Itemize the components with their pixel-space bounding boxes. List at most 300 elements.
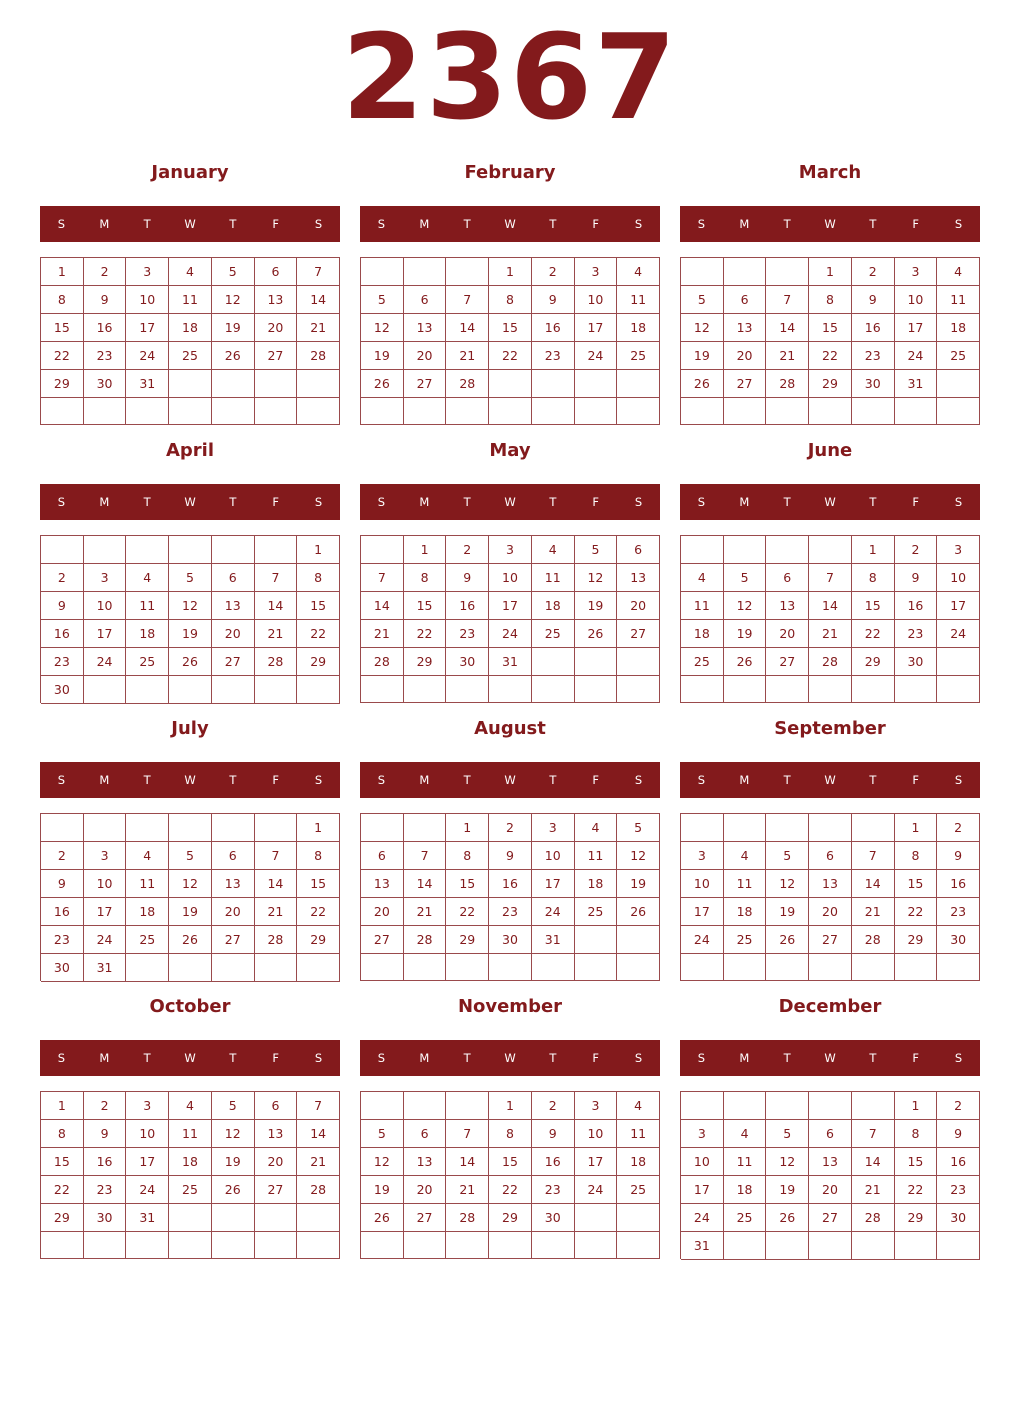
day-cell: 20: [212, 898, 255, 926]
day-cell: 9: [937, 842, 980, 870]
day-cell: 5: [212, 258, 255, 286]
weekday-label: W: [504, 1051, 516, 1065]
day-cell: 10: [84, 592, 127, 620]
weekday-label: T: [229, 1051, 237, 1065]
weekday-label: T: [869, 217, 877, 231]
day-cell: 11: [575, 842, 618, 870]
day-cell: 13: [809, 870, 852, 898]
empty-day-cell: [361, 954, 404, 981]
day-cell: 22: [297, 898, 340, 926]
empty-day-cell: [575, 954, 618, 981]
day-cell: 17: [681, 898, 724, 926]
day-cell: 6: [766, 564, 809, 592]
day-cell: 30: [937, 1204, 980, 1232]
day-cell: 16: [489, 870, 532, 898]
day-cell: 4: [937, 258, 980, 286]
empty-day-cell: [361, 258, 404, 286]
day-cell: 14: [255, 870, 298, 898]
day-cell: 24: [126, 342, 169, 370]
day-cell: 16: [446, 592, 489, 620]
month-name: March: [798, 162, 862, 183]
day-cell: 12: [361, 1148, 404, 1176]
weekday-label: S: [57, 495, 66, 509]
empty-day-cell: [724, 536, 767, 564]
day-cell: 6: [255, 258, 298, 286]
empty-day-cell: [766, 1092, 809, 1120]
empty-day-cell: [766, 536, 809, 564]
day-cell: 29: [852, 648, 895, 676]
empty-day-cell: [766, 954, 809, 981]
day-cell: 27: [255, 342, 298, 370]
weekday-label: F: [912, 217, 920, 231]
weekday-header: [40, 484, 340, 520]
day-cell: 16: [84, 1148, 127, 1176]
weekday-header: [680, 484, 980, 520]
empty-day-cell: [766, 676, 809, 703]
empty-day-cell: [361, 536, 404, 564]
day-cell: 10: [84, 870, 127, 898]
day-cell: 28: [297, 342, 340, 370]
day-cell: 1: [895, 1092, 938, 1120]
empty-day-cell: [126, 536, 169, 564]
day-cell: 8: [895, 1120, 938, 1148]
day-cell: 23: [41, 926, 84, 954]
day-grid: [40, 813, 340, 981]
day-cell: 19: [766, 1176, 809, 1204]
day-grid: [680, 1091, 980, 1259]
day-cell: 22: [404, 620, 447, 648]
day-cell: 3: [575, 258, 618, 286]
empty-day-cell: [617, 926, 660, 954]
day-cell: 7: [361, 564, 404, 592]
empty-day-cell: [169, 676, 212, 704]
weekday-label: S: [314, 217, 323, 231]
day-cell: 1: [809, 258, 852, 286]
day-cell: 15: [41, 314, 84, 342]
weekday-label: T: [143, 217, 151, 231]
day-cell: 1: [297, 814, 340, 842]
day-cell: 7: [446, 286, 489, 314]
empty-day-cell: [255, 1204, 298, 1232]
day-cell: 12: [575, 564, 618, 592]
day-cell: 20: [404, 342, 447, 370]
weekday-label: S: [57, 773, 66, 787]
empty-day-cell: [617, 1204, 660, 1232]
day-cell: 21: [766, 342, 809, 370]
day-cell: 12: [724, 592, 767, 620]
empty-day-cell: [446, 1232, 489, 1259]
day-cell: 15: [852, 592, 895, 620]
day-cell: 11: [126, 592, 169, 620]
empty-day-cell: [681, 258, 724, 286]
day-cell: 30: [41, 676, 84, 704]
day-cell: 9: [41, 870, 84, 898]
empty-day-cell: [532, 1232, 575, 1259]
weekday-label: W: [504, 217, 516, 231]
day-cell: 6: [404, 286, 447, 314]
empty-day-cell: [575, 648, 618, 676]
empty-day-cell: [724, 398, 767, 425]
day-cell: 17: [126, 314, 169, 342]
day-cell: 8: [809, 286, 852, 314]
weekday-label: M: [99, 1051, 110, 1065]
weekday-header: [40, 206, 340, 242]
day-cell: 25: [681, 648, 724, 676]
day-cell: 22: [895, 898, 938, 926]
day-grid: [40, 257, 340, 425]
day-cell: 22: [895, 1176, 938, 1204]
day-cell: 25: [617, 342, 660, 370]
empty-day-cell: [895, 398, 938, 425]
weekday-label: W: [504, 495, 516, 509]
empty-day-cell: [297, 398, 340, 425]
day-cell: 22: [41, 342, 84, 370]
day-cell: 3: [895, 258, 938, 286]
day-cell: 18: [617, 314, 660, 342]
day-cell: 15: [297, 870, 340, 898]
empty-day-cell: [84, 676, 127, 704]
empty-day-cell: [255, 1232, 298, 1259]
day-cell: 2: [84, 258, 127, 286]
empty-day-cell: [809, 1092, 852, 1120]
day-cell: 11: [724, 870, 767, 898]
day-cell: 16: [852, 314, 895, 342]
day-cell: 20: [361, 898, 404, 926]
day-cell: 14: [809, 592, 852, 620]
day-cell: 24: [532, 898, 575, 926]
weekday-label: M: [99, 495, 110, 509]
empty-day-cell: [212, 1204, 255, 1232]
weekday-label: F: [272, 495, 280, 509]
day-cell: 31: [895, 370, 938, 398]
day-cell: 10: [681, 1148, 724, 1176]
day-cell: 18: [724, 1176, 767, 1204]
day-cell: 26: [169, 648, 212, 676]
day-cell: 31: [126, 1204, 169, 1232]
day-cell: 25: [724, 926, 767, 954]
day-cell: 6: [724, 286, 767, 314]
empty-day-cell: [766, 398, 809, 425]
day-cell: 27: [404, 1204, 447, 1232]
day-cell: 26: [575, 620, 618, 648]
weekday-label: T: [783, 773, 791, 787]
weekday-label: F: [272, 1051, 280, 1065]
weekday-label: S: [697, 1051, 706, 1065]
day-cell: 14: [852, 870, 895, 898]
weekday-label: S: [697, 495, 706, 509]
empty-day-cell: [937, 676, 980, 703]
day-cell: 14: [404, 870, 447, 898]
day-cell: 1: [41, 1092, 84, 1120]
day-cell: 18: [937, 314, 980, 342]
empty-day-cell: [937, 1232, 980, 1260]
day-cell: 31: [681, 1232, 724, 1260]
empty-day-cell: [895, 676, 938, 703]
day-cell: 11: [169, 286, 212, 314]
day-cell: 12: [766, 1148, 809, 1176]
day-cell: 11: [617, 286, 660, 314]
day-cell: 26: [212, 1176, 255, 1204]
weekday-label: T: [783, 217, 791, 231]
day-cell: 30: [41, 954, 84, 982]
day-cell: 18: [169, 1148, 212, 1176]
day-cell: 28: [361, 648, 404, 676]
day-cell: 17: [895, 314, 938, 342]
day-cell: 25: [126, 926, 169, 954]
day-cell: 16: [532, 314, 575, 342]
weekday-label: S: [634, 773, 643, 787]
empty-day-cell: [724, 258, 767, 286]
day-cell: 24: [489, 620, 532, 648]
empty-day-cell: [446, 676, 489, 703]
day-cell: 26: [766, 1204, 809, 1232]
day-cell: 9: [41, 592, 84, 620]
weekday-label: T: [549, 217, 557, 231]
day-cell: 5: [361, 286, 404, 314]
day-cell: 13: [212, 592, 255, 620]
day-cell: 3: [532, 814, 575, 842]
day-cell: 6: [404, 1120, 447, 1148]
day-cell: 28: [404, 926, 447, 954]
weekday-label: W: [824, 773, 836, 787]
weekday-label: T: [143, 773, 151, 787]
day-cell: 18: [575, 870, 618, 898]
month-name: April: [165, 440, 215, 461]
empty-day-cell: [681, 398, 724, 425]
weekday-label: T: [549, 1051, 557, 1065]
day-cell: 20: [255, 1148, 298, 1176]
day-cell: 14: [361, 592, 404, 620]
day-cell: 16: [895, 592, 938, 620]
empty-day-cell: [937, 648, 980, 676]
day-cell: 16: [41, 620, 84, 648]
day-cell: 4: [724, 842, 767, 870]
day-cell: 4: [681, 564, 724, 592]
empty-day-cell: [809, 398, 852, 425]
empty-day-cell: [404, 954, 447, 981]
day-cell: 27: [212, 648, 255, 676]
empty-day-cell: [255, 814, 298, 842]
empty-day-cell: [852, 676, 895, 703]
empty-day-cell: [212, 536, 255, 564]
day-cell: 19: [212, 1148, 255, 1176]
empty-day-cell: [126, 398, 169, 425]
day-cell: 25: [532, 620, 575, 648]
day-cell: 30: [84, 1204, 127, 1232]
day-cell: 29: [809, 370, 852, 398]
day-grid: [680, 257, 980, 425]
day-cell: 15: [489, 1148, 532, 1176]
day-cell: 16: [937, 870, 980, 898]
day-cell: 6: [212, 564, 255, 592]
day-cell: 17: [937, 592, 980, 620]
empty-day-cell: [681, 954, 724, 981]
day-cell: 14: [297, 1120, 340, 1148]
day-cell: 1: [489, 1092, 532, 1120]
day-cell: 25: [169, 342, 212, 370]
empty-day-cell: [724, 676, 767, 703]
day-cell: 16: [532, 1148, 575, 1176]
day-cell: 20: [212, 620, 255, 648]
day-cell: 2: [41, 564, 84, 592]
day-cell: 21: [255, 620, 298, 648]
empty-day-cell: [404, 814, 447, 842]
day-cell: 10: [575, 286, 618, 314]
weekday-header: [360, 206, 660, 242]
weekday-label: S: [314, 495, 323, 509]
day-cell: 2: [852, 258, 895, 286]
weekday-label: M: [419, 1051, 430, 1065]
weekday-label: T: [869, 495, 877, 509]
day-cell: 5: [617, 814, 660, 842]
weekday-label: W: [824, 217, 836, 231]
day-cell: 9: [84, 1120, 127, 1148]
day-cell: 10: [126, 1120, 169, 1148]
day-cell: 13: [404, 1148, 447, 1176]
day-cell: 15: [489, 314, 532, 342]
weekday-label: T: [463, 495, 471, 509]
weekday-label: M: [419, 773, 430, 787]
day-cell: 21: [446, 1176, 489, 1204]
empty-day-cell: [297, 676, 340, 704]
day-cell: 9: [532, 286, 575, 314]
day-cell: 24: [681, 1204, 724, 1232]
day-cell: 10: [681, 870, 724, 898]
month-name: July: [171, 718, 209, 739]
day-cell: 14: [766, 314, 809, 342]
day-cell: 21: [852, 1176, 895, 1204]
weekday-label: W: [184, 773, 196, 787]
weekday-label: T: [783, 1051, 791, 1065]
day-cell: 24: [895, 342, 938, 370]
empty-day-cell: [617, 1232, 660, 1259]
day-grid: [360, 535, 660, 703]
weekday-label: F: [272, 217, 280, 231]
day-cell: 11: [617, 1120, 660, 1148]
weekday-label: M: [99, 773, 110, 787]
day-cell: 21: [446, 342, 489, 370]
empty-day-cell: [617, 398, 660, 425]
empty-day-cell: [809, 536, 852, 564]
day-cell: 19: [575, 592, 618, 620]
day-cell: 18: [724, 898, 767, 926]
day-cell: 11: [681, 592, 724, 620]
day-cell: 11: [724, 1148, 767, 1176]
empty-day-cell: [84, 398, 127, 425]
day-cell: 13: [724, 314, 767, 342]
day-cell: 15: [446, 870, 489, 898]
day-cell: 24: [937, 620, 980, 648]
empty-day-cell: [852, 1092, 895, 1120]
weekday-label: F: [272, 773, 280, 787]
day-cell: 4: [532, 536, 575, 564]
empty-day-cell: [361, 814, 404, 842]
day-cell: 21: [297, 314, 340, 342]
day-cell: 8: [404, 564, 447, 592]
weekday-label: W: [504, 773, 516, 787]
empty-day-cell: [255, 536, 298, 564]
empty-day-cell: [809, 676, 852, 703]
day-cell: 17: [681, 1176, 724, 1204]
day-cell: 21: [404, 898, 447, 926]
empty-day-cell: [532, 370, 575, 398]
day-cell: 7: [297, 1092, 340, 1120]
month-name: December: [778, 996, 882, 1017]
weekday-label: S: [954, 217, 963, 231]
weekday-label: T: [783, 495, 791, 509]
weekday-label: M: [739, 217, 750, 231]
day-cell: 18: [532, 592, 575, 620]
day-cell: 30: [532, 1204, 575, 1232]
day-cell: 26: [724, 648, 767, 676]
day-cell: 29: [297, 648, 340, 676]
weekday-label: S: [697, 217, 706, 231]
empty-day-cell: [681, 1092, 724, 1120]
empty-day-cell: [446, 398, 489, 425]
day-cell: 21: [297, 1148, 340, 1176]
day-cell: 15: [809, 314, 852, 342]
day-cell: 10: [895, 286, 938, 314]
day-cell: 30: [489, 926, 532, 954]
day-cell: 19: [681, 342, 724, 370]
day-cell: 2: [937, 814, 980, 842]
empty-day-cell: [532, 676, 575, 703]
day-cell: 6: [361, 842, 404, 870]
day-cell: 17: [489, 592, 532, 620]
weekday-label: S: [634, 217, 643, 231]
weekday-label: T: [143, 495, 151, 509]
empty-day-cell: [489, 676, 532, 703]
empty-day-cell: [766, 1232, 809, 1260]
day-cell: 16: [41, 898, 84, 926]
day-cell: 19: [617, 870, 660, 898]
empty-day-cell: [404, 398, 447, 425]
day-cell: 27: [809, 1204, 852, 1232]
day-cell: 31: [489, 648, 532, 676]
day-cell: 8: [895, 842, 938, 870]
day-cell: 28: [809, 648, 852, 676]
weekday-label: M: [99, 217, 110, 231]
weekday-label: S: [57, 1051, 66, 1065]
day-cell: 8: [446, 842, 489, 870]
empty-day-cell: [446, 1092, 489, 1120]
weekday-label: S: [954, 773, 963, 787]
day-cell: 22: [297, 620, 340, 648]
day-cell: 5: [681, 286, 724, 314]
day-cell: 20: [809, 1176, 852, 1204]
day-cell: 25: [724, 1204, 767, 1232]
empty-day-cell: [212, 398, 255, 425]
day-cell: 13: [255, 1120, 298, 1148]
day-cell: 27: [617, 620, 660, 648]
weekday-label: F: [592, 217, 600, 231]
day-cell: 14: [255, 592, 298, 620]
weekday-label: S: [57, 217, 66, 231]
weekday-header: [360, 484, 660, 520]
empty-day-cell: [84, 536, 127, 564]
empty-day-cell: [212, 1232, 255, 1259]
empty-day-cell: [169, 1204, 212, 1232]
day-cell: 6: [255, 1092, 298, 1120]
day-cell: 23: [84, 1176, 127, 1204]
day-cell: 31: [532, 926, 575, 954]
day-cell: 24: [84, 926, 127, 954]
day-cell: 9: [852, 286, 895, 314]
day-cell: 2: [895, 536, 938, 564]
day-cell: 15: [895, 870, 938, 898]
day-cell: 24: [84, 648, 127, 676]
day-cell: 23: [489, 898, 532, 926]
